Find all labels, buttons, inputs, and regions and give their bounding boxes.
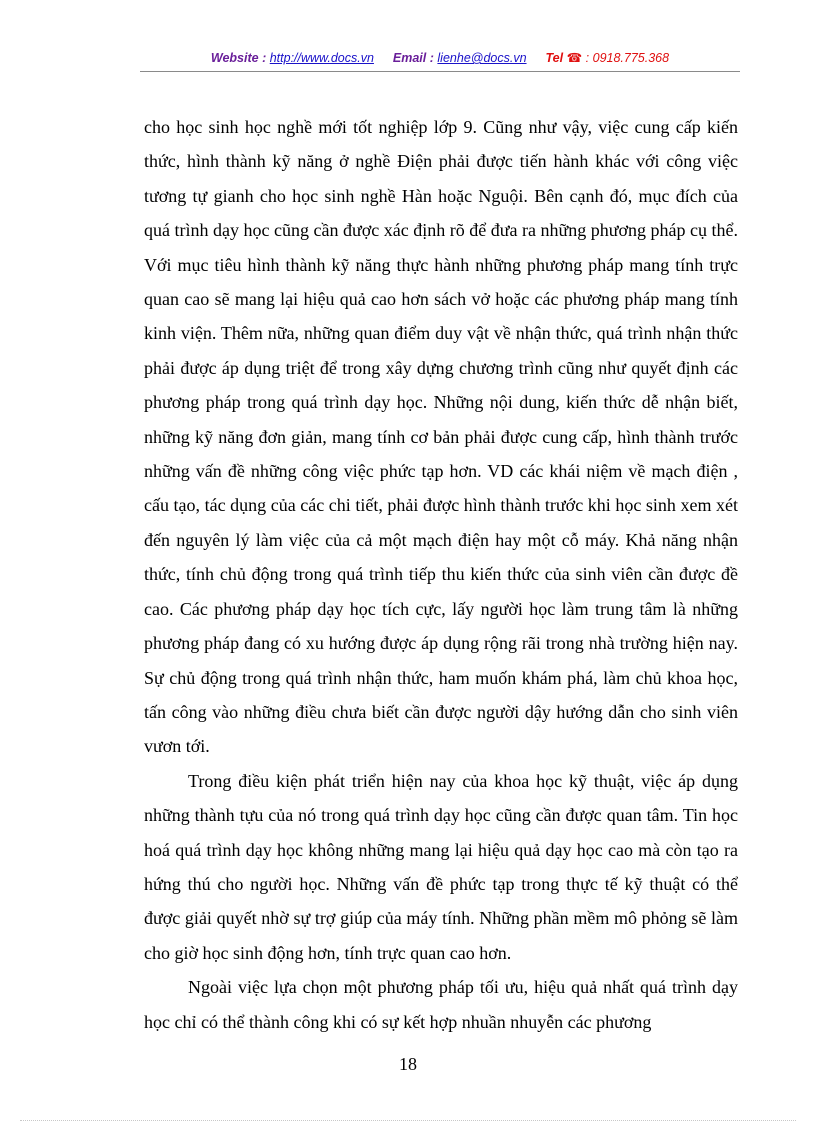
header-divider [140,71,740,72]
phone-icon: ☎ [566,51,583,65]
email-separator: : [429,51,434,65]
website-link[interactable]: http://www.docs.vn [269,51,374,65]
paragraph: Ngoài việc lựa chọn một phương pháp tối ưu, hiệu quả nhất quá trình dạy học chỉ có thể thành công khi có sự kết hợp nhuần nhuyễn các phương [144,977,738,1032]
footer-divider [20,1120,796,1121]
email-link[interactable]: lienhe@docs.vn [437,51,527,65]
paragraph: cho học sinh học nghề mới tốt nghiệp lớp 9. Cũng như vậy, việc cung cấp kiến thức, hình thành kỹ năng ở nghề Điện phải được tiến hành khác với công việc tương tự gianh cho học sinh nghề Hàn hoặc Nguội. Bên cạnh đó, mục đích của quá trình dạy học cũng cần được xác định rõ để đưa ra những phương pháp cụ thể. Với mục tiêu hình thành kỹ năng thực hành những phương pháp mang tính trực quan cao sẽ mang lại hiệu quả cao hơn sách vở hoặc các phương pháp mang tính kinh viện. Thêm nữa, những quan điểm duy vật về nhận thức, quá trình nhận thức phải được áp dụng triệt để trong xây dựng chương trình cũng như quyết định các phương pháp trong quá trình dạy học. Những nội dung, kiến thức dễ nhận biết, những kỹ năng đơn giản, mang tính cơ bản phải được cung cấp, hình thành trước những vấn đề những công việc phức tạp hơn. VD các khái niệm về mạch điện , cấu tạo, tác dụng của các chi tiết, phải được hình thành trước khi học sinh xem xét đến nguyên lý làm việc của cả một mạch điện hay một cỗ máy. Khả năng nhận thức, tính chủ động trong quá trình tiếp thu kiến thức của sinh viên cần được đề cao. Các phương pháp dạy học tích cực, lấy người học làm trung tâm là những phương pháp đang có xu hướng được áp dụng rộng rãi trong nhà trường hiện nay. Sự chủ động trong quá trình nhận thức, ham muốn khám phá, làm chủ khoa học, tấn công vào những điều chưa biết cần được người dậy hướng dẫn cho sinh viên vươn tới. [144,117,738,757]
paragraph: Trong điều kiện phát triển hiện nay của khoa học kỹ thuật, việc áp dụng những thành tựu của nó trong quá trình dạy học cũng cần được quan tâm. Tin học hoá quá trình dạy học không những mang lại hiệu quả dạy học cao mà còn tạo ra hứng thú cho người học. Những vấn đề phức tạp trong thực tế kỹ thuật có thể được giải quyết nhờ sự trợ giúp của máy tính. Những phần mềm mô phỏng sẽ làm cho giờ học sinh động hơn, tính trực quan cao hơn. [144,770,738,963]
tel-label: Tel [545,51,564,65]
page-header [140,50,740,65]
page-number: 18 [399,1054,417,1074]
document-body [144,110,738,1039]
tel-number: : 0918.775.368 [585,51,670,65]
email-label: Email [392,51,427,65]
website-label: Website : [210,51,267,65]
